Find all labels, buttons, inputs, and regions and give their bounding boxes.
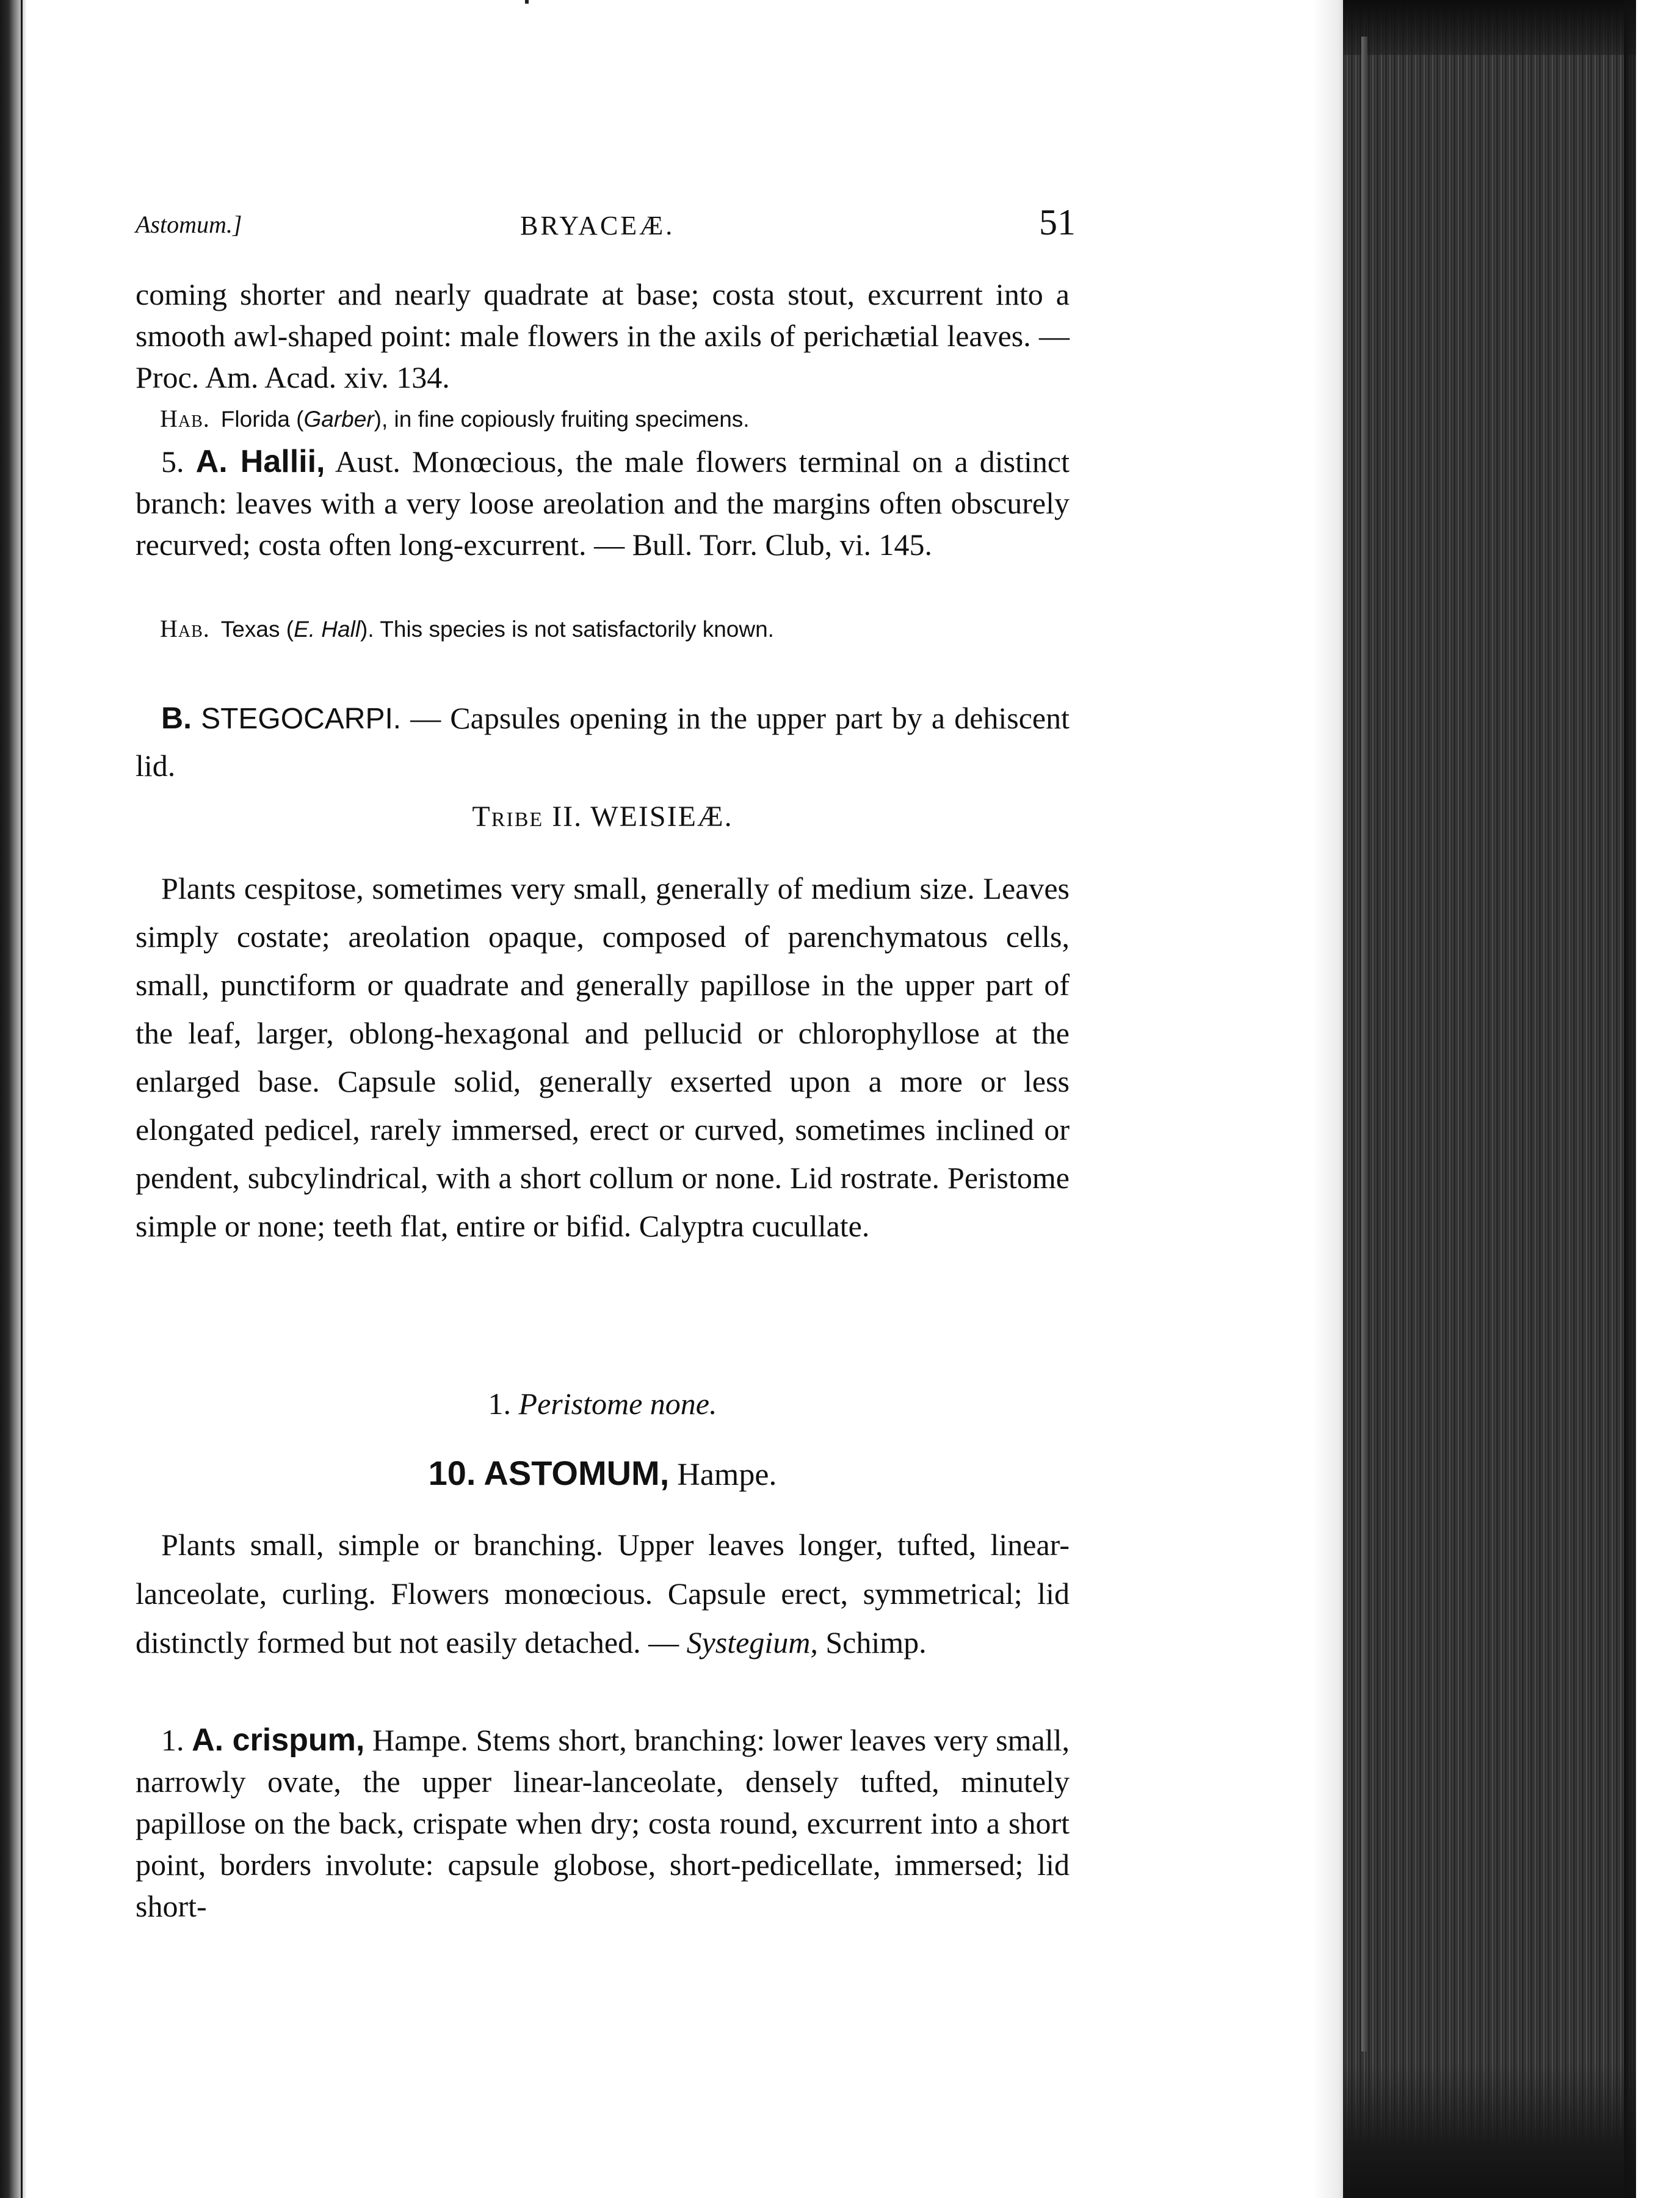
running-head (136, 201, 1076, 250)
genus-synonym: Systegium, (686, 1625, 818, 1659)
tribe-numeral: II. (552, 800, 583, 833)
genus-author: Hampe. (677, 1457, 777, 1492)
scan-speck (525, 0, 529, 4)
right-margin (1636, 0, 1680, 2198)
genus-synonym-author: Schimp. (825, 1625, 927, 1659)
habitat-text-after: ). This species is not satisfactorily known. (360, 617, 774, 642)
book-edge-top-shadow (1343, 0, 1636, 55)
group-name: STEGOCARPI. (201, 703, 402, 735)
habitat-label: Hab. (160, 405, 210, 432)
genus-heading (136, 1453, 1070, 1493)
habitat-collector: Garber (303, 407, 374, 432)
tribe-label: Tribe (472, 800, 544, 833)
previous-page-edge (0, 0, 37, 2198)
species-name: A. Hallii, (195, 444, 325, 479)
habitat-text-before: Texas ( (220, 617, 294, 642)
continued-description-text: coming shorter and nearly quadrate at base; costa stout, excurrent into a smooth awl-shaped point: male flowers in the axils of perichætial leaves. (136, 277, 1070, 353)
book-page-edges (1343, 0, 1636, 2198)
genus-description-text: Plants small, simple or branching. Upper leaves longer, tufted, linear-lanceolate, curling. Flowers monœcious. Capsule erect, symmetrical; lid distinctly formed but not easily detached. — (136, 1528, 1070, 1659)
species-author: Aust. (335, 444, 400, 479)
subsection-title: Peristome none. (518, 1387, 717, 1421)
species-description: Monœcious, the male flowers terminal on a distinct branch: leaves with a very loose areolation and the margins often obscurely recurved; costa often long-excurrent. (136, 444, 1070, 562)
running-head-family: BRYACEÆ. (520, 211, 675, 241)
habitat-label: Hab. (160, 615, 210, 642)
continued-description (136, 274, 1070, 398)
habitat-note (160, 614, 1076, 644)
group-description: — Capsules opening in the upper part by a dehiscent lid. (136, 701, 1070, 783)
tribe-name: WEISIEÆ. (590, 800, 733, 833)
tribe-heading (136, 800, 1070, 833)
genus-name: ASTOMUM, (483, 1454, 670, 1492)
species-description: Stems short, branching: lower leaves very small, narrowly ovate, the upper linear-lanceolate, densely tufted, minutely papillose on the back, crispate when dry; costa round, excurrent into a short point, borders involute: capsule globose, short-pedicellate, immersed; lid short- (136, 1723, 1070, 1923)
genus-number: 10. (428, 1454, 476, 1492)
habitat-note (160, 404, 1076, 434)
species-number: 1. (161, 1723, 184, 1757)
species-citation: — Bull. Torr. Club, vi. 145. (594, 528, 933, 562)
genus-description (136, 1520, 1070, 1667)
subsection-heading (136, 1386, 1070, 1421)
habitat-text-after: ), in fine copiously fruiting specimens. (374, 407, 750, 432)
species-entry-hallii (136, 441, 1070, 565)
book-edge-highlight (1361, 37, 1367, 2051)
page-number: 51 (1039, 202, 1076, 242)
species-name: A. crispum, (192, 1722, 365, 1758)
continued-description-citation: — Proc. Am. Acad. xiv. 134. (136, 319, 1070, 394)
tribe-description: Plants cespitose, sometimes very small, generally of medium size. Leaves simply costate; areolation opaque, composed of parenchymatous cells, small, punctiform or quadrate and generally papillose in the upper part of the leaf, larger, oblong-hexagonal and pellucid or chlorophyllose at the enlarged base. Capsule solid, generally exserted upon a more or less elongated pedicel, rarely immersed, erect or curved, sometimes inclined or pendent, subcylindrical, with a short collum or none. Lid rostrate. Peristome simple or none; teeth flat, entire or bifid. Calyptra cucullate. (136, 871, 1070, 1243)
running-head-genus: Astomum.] (136, 211, 242, 238)
species-number: 5. (161, 444, 184, 479)
species-entry-crispum (136, 1719, 1070, 1927)
species-author: Hampe. (372, 1723, 468, 1757)
habitat-text-before: Florida ( (220, 407, 304, 432)
habitat-collector: E. Hall (294, 617, 361, 642)
group-label: B. (161, 701, 192, 735)
subsection-number: 1. (488, 1387, 512, 1421)
book-edge-bottom-shadow (1343, 2064, 1636, 2198)
group-b-heading (136, 695, 1070, 789)
